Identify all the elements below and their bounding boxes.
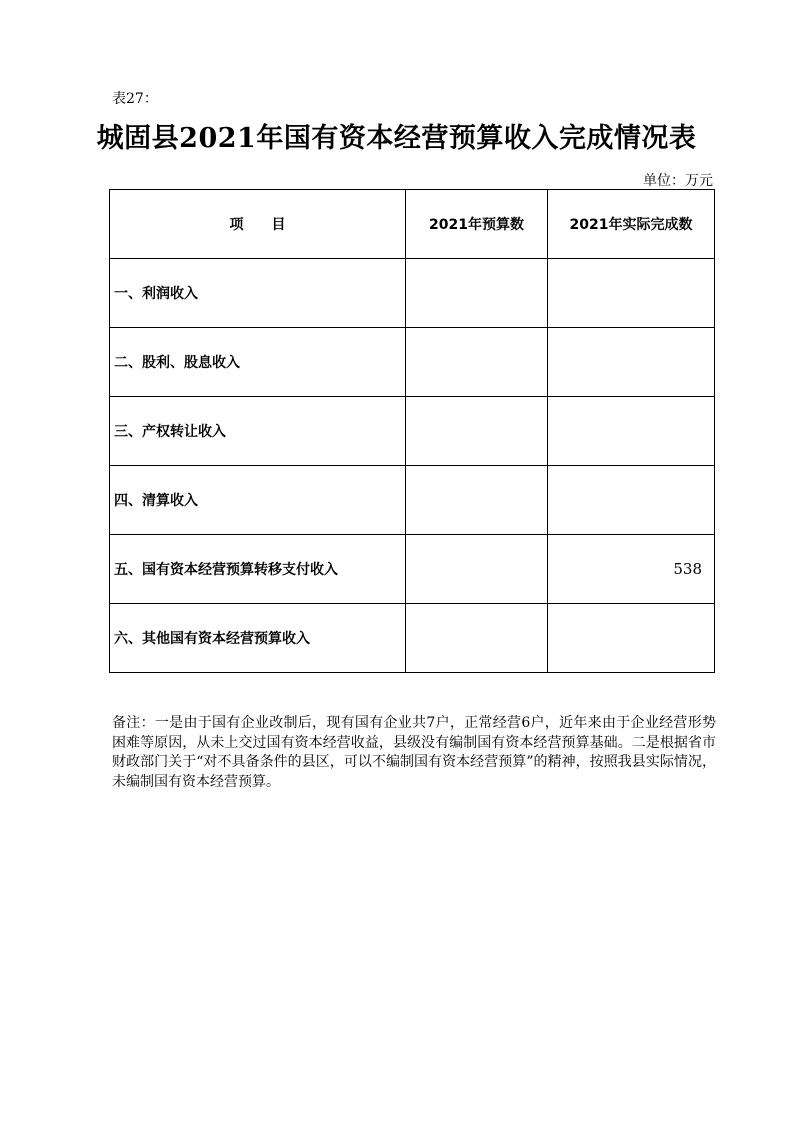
row-budget [406, 328, 548, 397]
table-header-row [110, 190, 715, 259]
row-budget [406, 397, 548, 466]
table-row [110, 397, 715, 466]
table-row [110, 466, 715, 535]
table-row [110, 259, 715, 328]
row-actual [548, 259, 715, 328]
page-title: 城固县2021年国有资本经营预算收入完成情况表 [96, 123, 697, 154]
unit-label: 单位：万元 [643, 173, 713, 189]
header-budget: 2021年预算数 [406, 190, 548, 259]
row-actual [548, 328, 715, 397]
table-row [110, 604, 715, 673]
row-actual: 538 [548, 535, 715, 604]
table-row [110, 535, 715, 604]
revenue-table [109, 189, 715, 673]
remarks-note: 备注：一是由于国有企业改制后，现有国有企业共7户，正常经营6户，近年来由于企业经营形势困难等原因，从未上交过国有资本经营收益，县级没有编制国有资本经营预算基础。二是根据省市财政部门关于“对不具备条件的县区，可以不编制国有资本经营预算”的精神，按照我县实际情况，未编制国有资本经营预算。 [112, 715, 716, 790]
row-budget [406, 259, 548, 328]
row-item: 六、其他国有资本经营预算收入 [110, 604, 406, 673]
table-row [110, 328, 715, 397]
row-actual [548, 604, 715, 673]
row-item: 二、股利、股息收入 [110, 328, 406, 397]
row-budget [406, 535, 548, 604]
header-item: 项 目 [110, 190, 406, 259]
table-number: 表27： [112, 91, 158, 107]
row-actual [548, 466, 715, 535]
row-item: 五、国有资本经营预算转移支付收入 [110, 535, 406, 604]
row-item: 四、清算收入 [110, 466, 406, 535]
header-actual: 2021年实际完成数 [548, 190, 715, 259]
row-item: 三、产权转让收入 [110, 397, 406, 466]
row-budget [406, 604, 548, 673]
row-budget [406, 466, 548, 535]
row-item: 一、利润收入 [110, 259, 406, 328]
row-actual [548, 397, 715, 466]
